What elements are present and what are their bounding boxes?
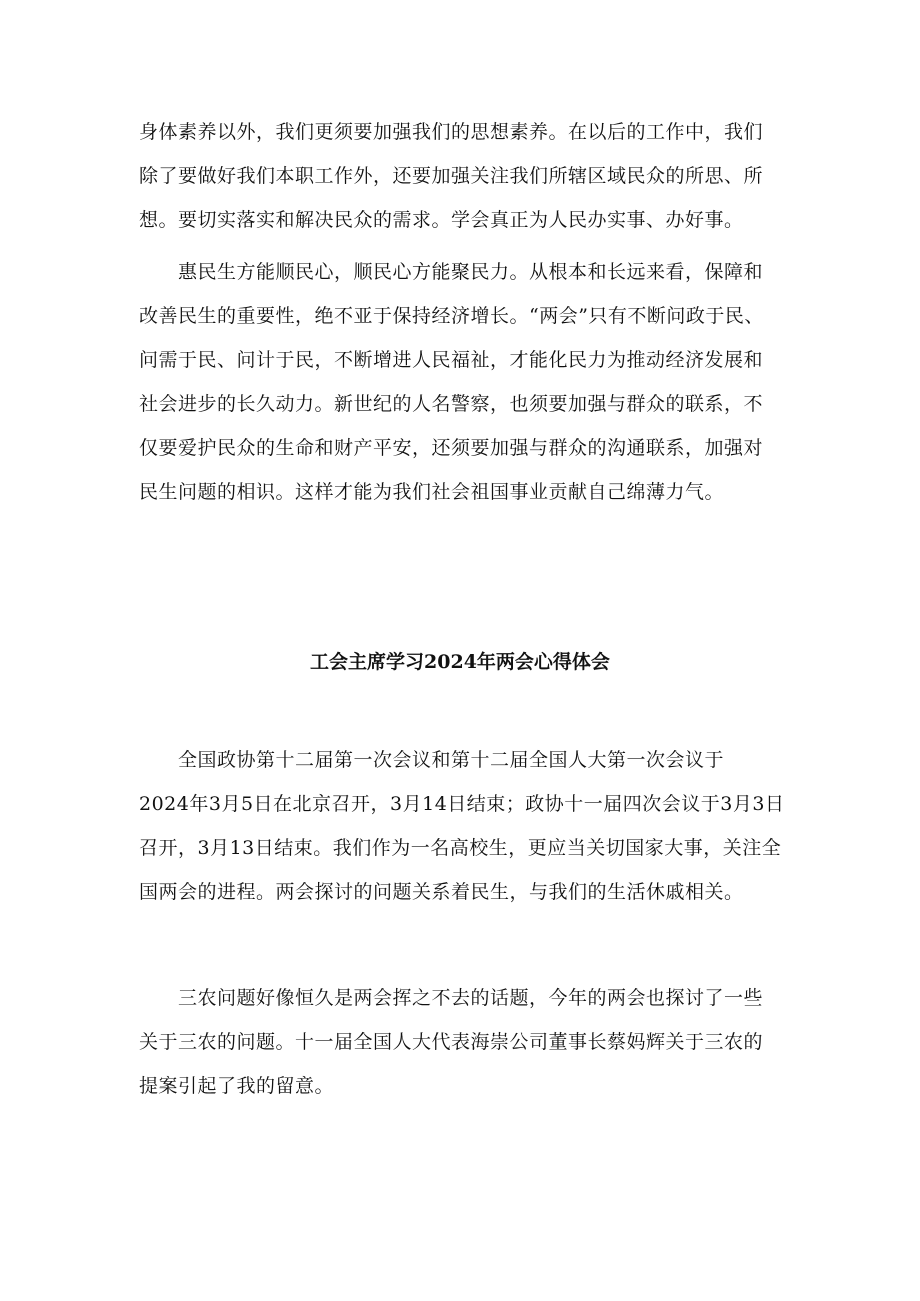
text-line: 关于三农的问题。十一届全国人大代表海崇公司董事长蔡妈辉关于三农的 [139, 1031, 764, 1053]
text-line: 身体素养以外，我们更须要加强我们的思想素养。在以后的工作中，我们 [139, 121, 764, 143]
text-line: 三农问题好像恒久是两会挥之不去的话题，今年的两会也探讨了一些 [139, 987, 764, 1009]
paragraph-2 [139, 250, 789, 514]
text-line: 民生问题的相识。这样才能为我们社会祖国事业贡献自己绵薄力气。 [139, 481, 725, 503]
text-line: 问需于民、问计于民，不断增进人民福祉，才能化民力为推动经济发展和 [139, 349, 764, 371]
section-heading: 工会主席学习2024年两会心得体会 [310, 651, 610, 673]
text-line: 仅要爱护民众的生命和财产平安，还须要加强与群众的沟通联系，加强对 [139, 437, 764, 459]
paragraph-3 [139, 738, 789, 914]
text-line: 全国政协第十二届第一次会议和第十二届全国人大第一次会议于 [139, 749, 725, 771]
text-line: 改善民生的重要性，绝不亚于保持经济增长。“两会”只有不断问政于民、 [139, 305, 764, 327]
text-line: 召开，3月13日结束。我们作为一名高校生，更应当关切国家大事，关注全 [139, 837, 782, 859]
paragraph-4 [139, 976, 789, 1108]
text-line: 提案引起了我的留意。 [139, 1075, 335, 1097]
text-line: 惠民生方能顺民心，顺民心方能聚民力。从根本和长远来看，保障和 [139, 261, 764, 283]
text-line: 除了要做好我们本职工作外，还要加强关注我们所辖区域民众的所思、所 [139, 165, 764, 187]
paragraph-1 [139, 110, 789, 242]
text-line: 想。要切实落实和解决民众的需求。学会真正为人民办实事、办好事。 [139, 209, 744, 231]
text-line: 社会进步的长久动力。新世纪的人名警察，也须要加强与群众的联系，不 [139, 393, 764, 415]
text-line: 2024年3月5日在北京召开，3月14日结束；政协十一届四次会议于3月3日 [139, 793, 785, 815]
text-line: 国两会的进程。两会探讨的问题关系着民生，与我们的生活休戚相关。 [139, 881, 744, 903]
